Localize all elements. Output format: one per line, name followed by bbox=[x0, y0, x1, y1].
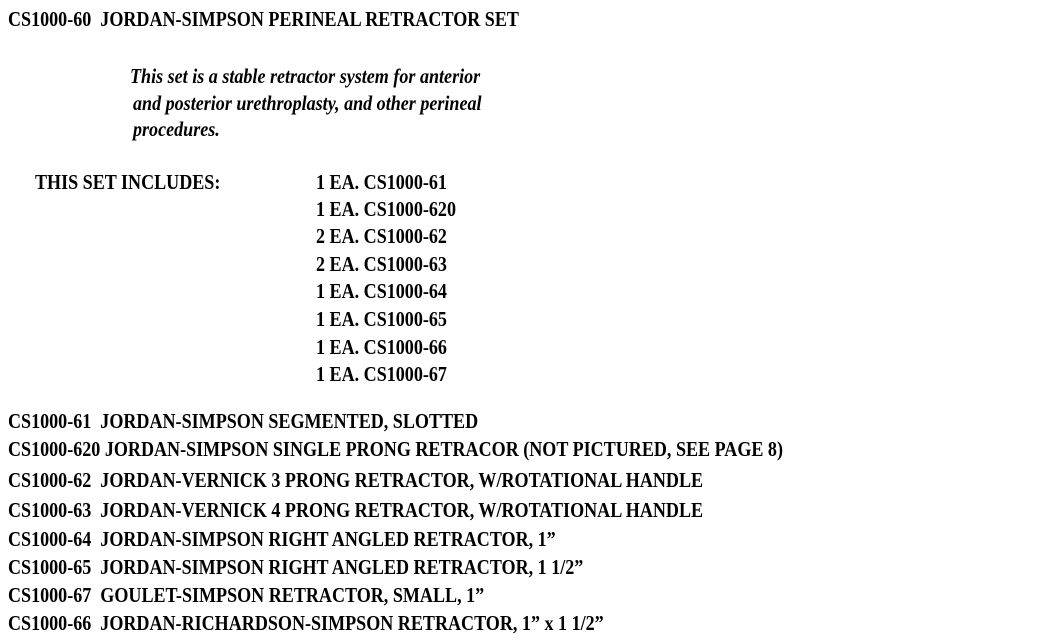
includes-label: THIS SET INCLUDES: bbox=[35, 170, 221, 194]
catalog-item: CS1000-63 JORDAN-VERNICK 4 PRONG RETRACTOR, W/ROTATIONAL HANDLE bbox=[8, 498, 704, 522]
includes-item: 1 EA. CS1000-620 bbox=[316, 197, 456, 221]
includes-item: 1 EA. CS1000-61 bbox=[316, 170, 447, 194]
includes-item: 1 EA. CS1000-65 bbox=[316, 307, 447, 331]
catalog-item: CS1000-620 JORDAN-SIMPSON SINGLE PRONG RETRACOR (NOT PICTURED, SEE PAGE 8) bbox=[8, 437, 783, 461]
description-line: procedures. bbox=[133, 117, 220, 141]
catalog-item: CS1000-66 JORDAN-RICHARDSON-SIMPSON RETRACTOR, 1” x 1 1/2” bbox=[8, 611, 604, 635]
page-title: CS1000-60 JORDAN-SIMPSON PERINEAL RETRACTOR SET bbox=[8, 7, 519, 31]
catalog-item: CS1000-67 GOULET-SIMPSON RETRACTOR, SMALL, 1” bbox=[8, 583, 485, 607]
includes-item: 1 EA. CS1000-67 bbox=[316, 362, 447, 386]
description-line: and posterior urethroplasty, and other perineal bbox=[133, 91, 482, 115]
catalog-item: CS1000-62 JORDAN-VERNICK 3 PRONG RETRACTOR, W/ROTATIONAL HANDLE bbox=[8, 468, 704, 492]
catalog-item: CS1000-64 JORDAN-SIMPSON RIGHT ANGLED RETRACTOR, 1” bbox=[8, 527, 556, 551]
includes-item: 2 EA. CS1000-63 bbox=[316, 252, 447, 276]
includes-item: 2 EA. CS1000-62 bbox=[316, 224, 447, 248]
description-line: This set is a stable retractor system for anterior bbox=[130, 64, 481, 88]
includes-item: 1 EA. CS1000-64 bbox=[316, 279, 447, 303]
includes-item: 1 EA. CS1000-66 bbox=[316, 335, 447, 359]
catalog-item: CS1000-65 JORDAN-SIMPSON RIGHT ANGLED RETRACTOR, 1 1/2” bbox=[8, 555, 584, 579]
catalog-item: CS1000-61 JORDAN-SIMPSON SEGMENTED, SLOTTED bbox=[8, 409, 479, 433]
